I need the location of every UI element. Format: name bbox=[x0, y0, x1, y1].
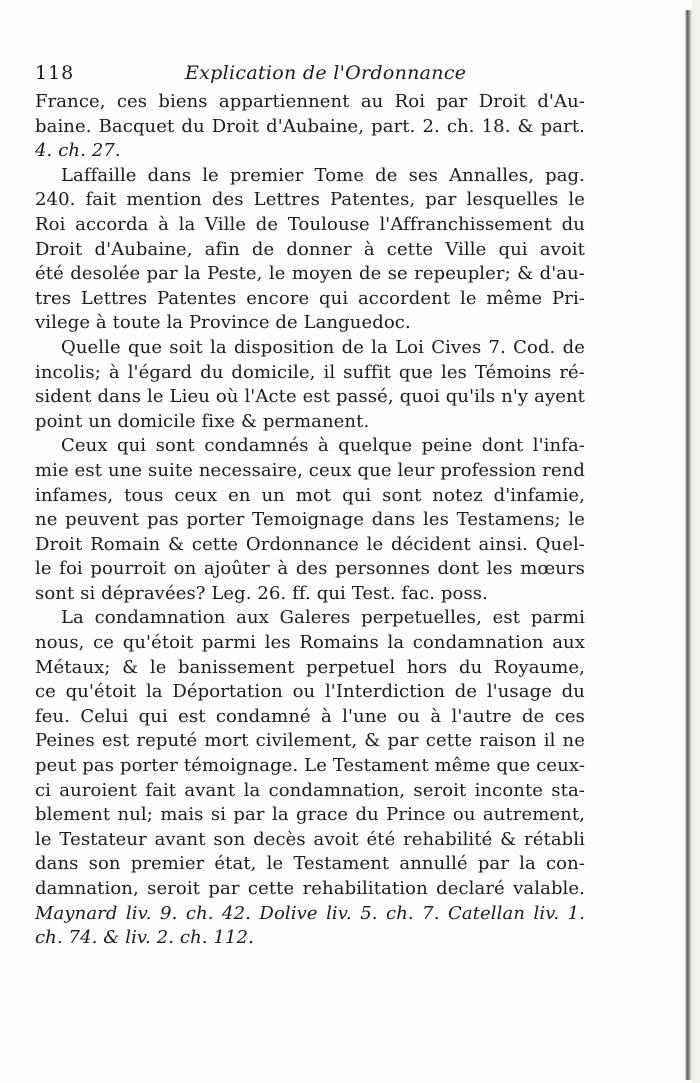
text-line: été desolée par la Peste, le moyen de se repeupler; & d'au- bbox=[35, 263, 585, 285]
binding-edge bbox=[685, 10, 692, 1080]
text-line: le Testateur avant son decès avoit été rehabilité & rétabli bbox=[35, 828, 585, 850]
text-line: France, ces biens appartiennent au Roi par Droit d'Au- bbox=[35, 91, 585, 112]
text-line: mie est une suite necessaire, ceux que leur profession rend bbox=[35, 459, 585, 481]
text-line: ci auroient fait avant la condamnation, seroit inconte sta- bbox=[35, 779, 585, 801]
text-line: tres Lettres Patentes encore qui accordent le même Pri- bbox=[35, 287, 585, 309]
text-line: le foi pourroit on ajoûter à des personnes dont les mœurs bbox=[35, 558, 585, 580]
page-number: 118 bbox=[35, 62, 75, 84]
text-line: dans son premier état, le Testament annullé par la con- bbox=[35, 853, 585, 875]
body-text bbox=[35, 90, 585, 951]
text-line: ce qu'étoit la Déportation ou l'Interdiction de l'usage du bbox=[35, 681, 585, 703]
running-title: Explication de l'Ordonnance bbox=[185, 62, 467, 84]
page-edge-shadow bbox=[692, 0, 700, 1083]
text-line: infames, tous ceux en un mot qui sont notez d'infamie, bbox=[35, 484, 585, 506]
text-line: incolis; à l'égard du domicile, il suffit que les Témoins ré- bbox=[35, 361, 585, 383]
text-line: baine. Bacquet du Droit d'Aubaine, part. 2. ch. 18. & part. bbox=[35, 115, 585, 137]
text-line: 240. fait mention des Lettres Patentes, par lesquelles le bbox=[35, 189, 585, 211]
text-line: Peines est reputé mort civilement, & par cette raison il ne bbox=[35, 730, 585, 752]
text-line: Droit Romain & cette Ordonnance le décident ainsi. Quel- bbox=[35, 533, 585, 555]
text-line: Quelle que soit la disposition de la Loi Cives 7. Cod. de bbox=[61, 336, 585, 358]
text-line: La condamnation aux Galeres perpetuelles, est parmi bbox=[61, 607, 585, 629]
text-line: nous, ce qu'étoit parmi les Romains la condamnation aux bbox=[35, 632, 585, 654]
text-line: sident dans le Lieu où l'Acte est passé, quoi qu'ils n'y ayent bbox=[35, 386, 585, 408]
text-line: sont si dépravées? Leg. 26. ff. qui Test. fac. poss. bbox=[35, 582, 488, 604]
text-line: 4. ch. 27. bbox=[35, 140, 121, 162]
text-line: Roi accorda à la Ville de Toulouse l'Affranchissement du bbox=[35, 213, 585, 235]
text-line: point un domicile fixe & permanent. bbox=[35, 410, 370, 432]
text-line: Droit d'Aubaine, afin de donner à cette Ville qui avoit bbox=[35, 238, 585, 260]
text-line: ch. 74. & liv. 2. ch. 112. bbox=[35, 927, 254, 949]
text-line: vilege à toute la Province de Languedoc. bbox=[35, 312, 411, 334]
text-line: Ceux qui sont condamnés à quelque peine dont l'infa- bbox=[61, 435, 585, 457]
text-line: ne peuvent pas porter Temoignage dans les Testamens; le bbox=[35, 509, 585, 531]
text-line: Métaux; & le banissement perpetuel hors du Royaume, bbox=[35, 656, 585, 678]
text-line: peut pas porter témoignage. Le Testament même que ceux- bbox=[35, 755, 585, 777]
text-line: feu. Celui qui est condamné à l'une ou à l'autre de ces bbox=[35, 705, 585, 727]
text-line: Laffaille dans le premier Tome de ses Annalles, pag. bbox=[61, 164, 585, 186]
text-line: Maynard liv. 9. ch. 42. Dolive liv. 5. ch. 7. Catellan liv. 1. bbox=[35, 902, 585, 924]
page-header bbox=[35, 58, 595, 90]
text-line: damnation, seroit par cette rehabilitation declaré valable. bbox=[35, 878, 585, 899]
text-line: blement nul; mais si par la grace du Prince ou autrement, bbox=[35, 804, 585, 826]
